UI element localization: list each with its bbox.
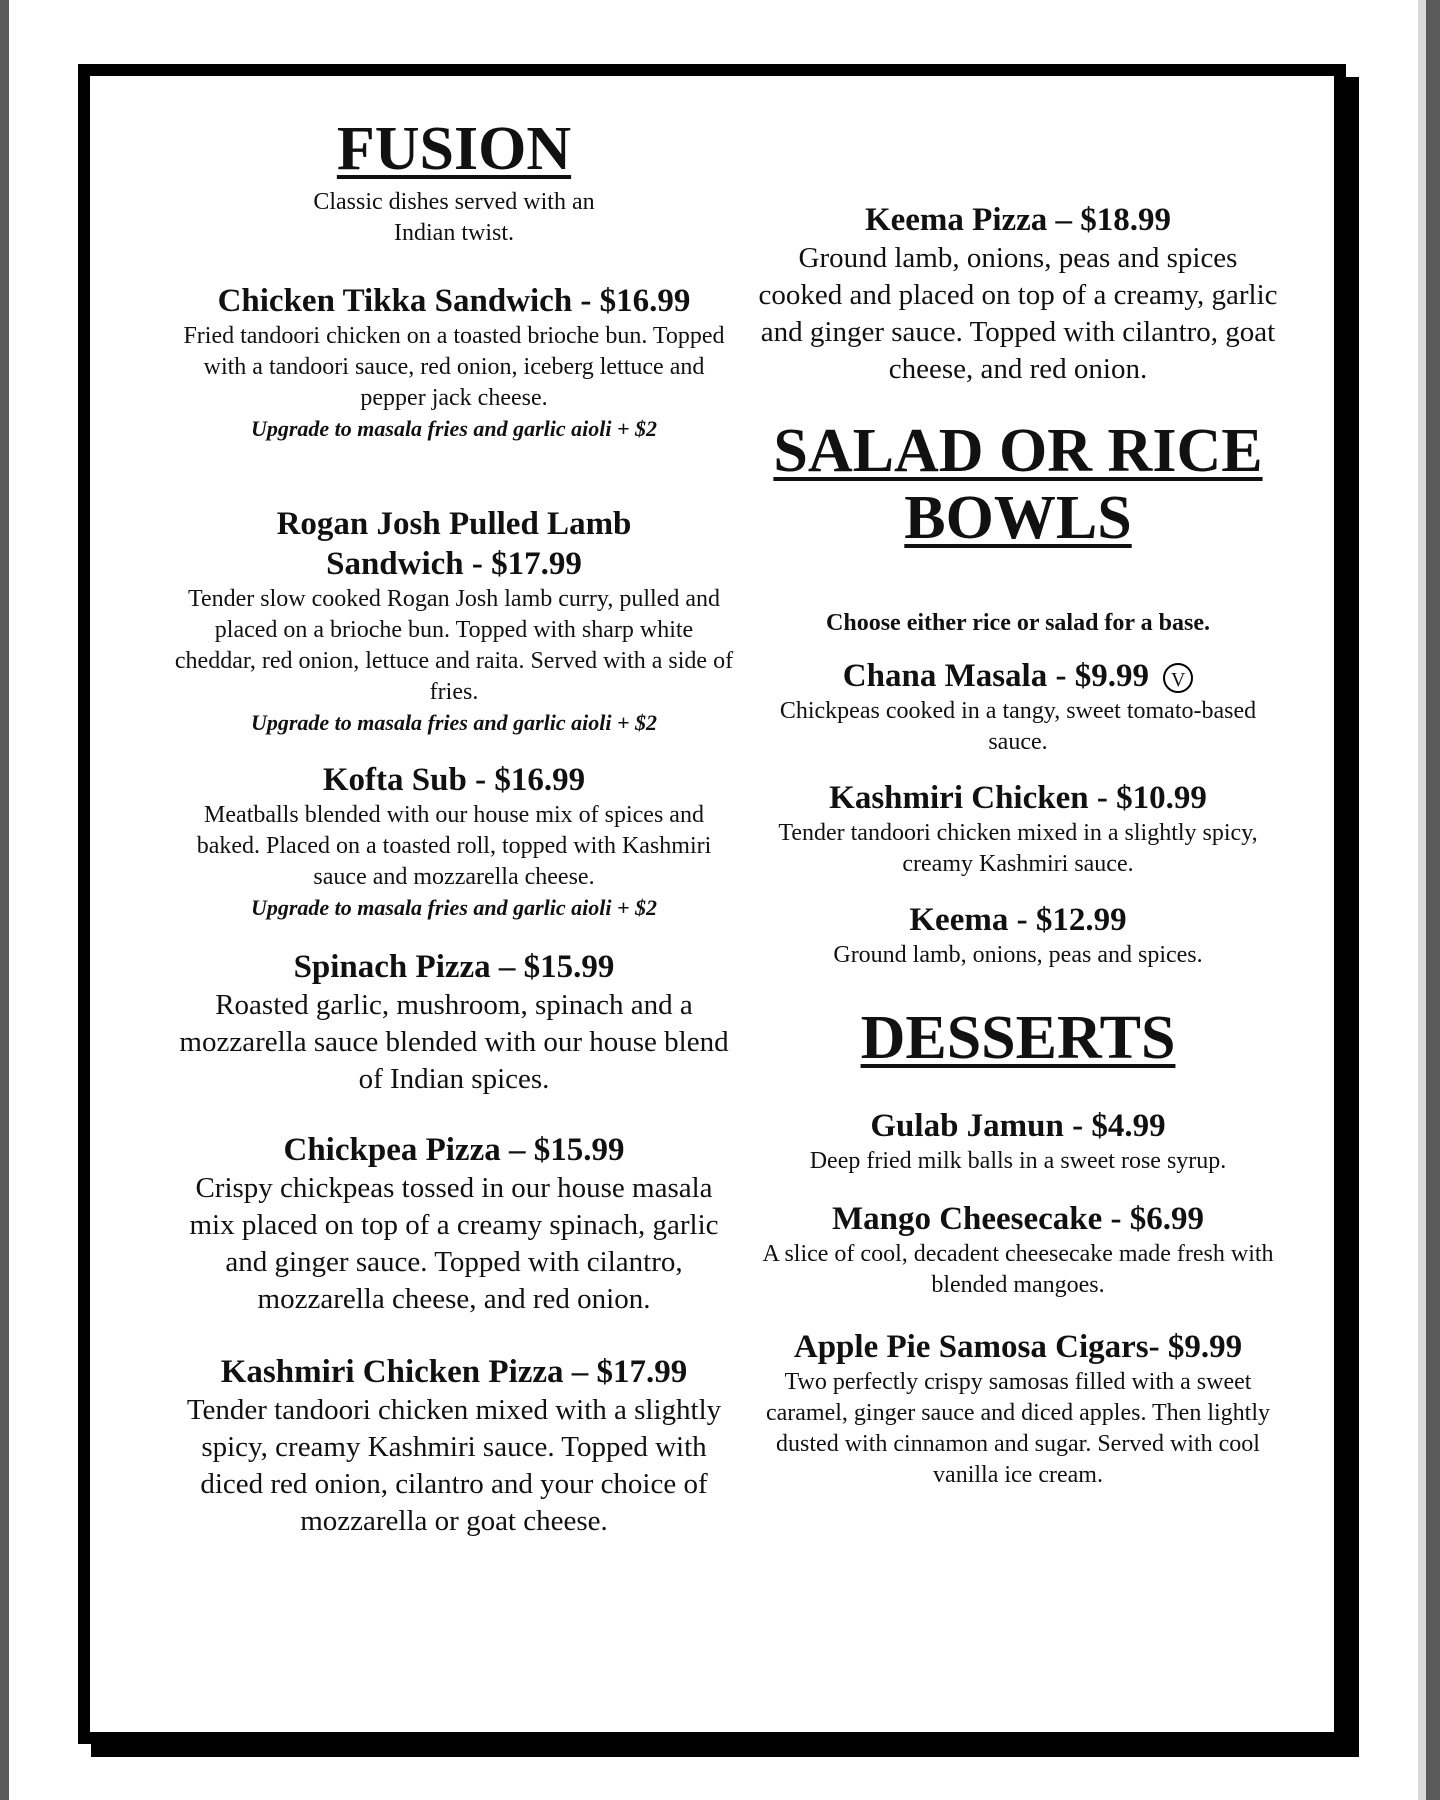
- item-description: Two perfectly crispy samosas filled with a sweet caramel, ginger sauce and diced apples. Then lightly dusted with cinnamon and sugar. Served with cool vanilla ice cream.: [765, 1368, 1271, 1488]
- menu-item-rogan-josh-sandwich: [174, 504, 734, 738]
- bowls-title-line1: SALAD OR RICE: [773, 417, 1263, 485]
- item-name: Spinach Pizza – $15.99: [293, 948, 615, 985]
- bowls-title: [758, 418, 1278, 552]
- fusion-tagline: Classic dishes served with an Indian twist.: [313, 188, 595, 246]
- bowls-base-note: Choose either rice or salad for a base.: [826, 609, 1210, 636]
- item-name: Keema - $12.99: [909, 901, 1127, 938]
- item-name: Kofta Sub - $16.99: [322, 761, 586, 798]
- item-description: Ground lamb, onions, peas and spices cooked and placed on top of a creamy, garlic and ginger sauce. Topped with cilantro, goat cheese, and red onion.: [758, 242, 1278, 385]
- item-description: A slice of cool, decadent cheesecake made fresh with blended mangoes.: [762, 1240, 1274, 1298]
- window-edge-right-inner: [1418, 0, 1426, 1800]
- item-name: Chickpea Pizza – $15.99: [283, 1131, 625, 1168]
- item-description: Chickpeas cooked in a tangy, sweet tomato-based sauce.: [779, 697, 1257, 755]
- item-description: Meatballs blended with our house mix of spices and baked. Placed on a toasted roll, topped with Kashmiri sauce and mozzarella cheese.: [196, 801, 712, 890]
- right-column: [758, 116, 1278, 1491]
- item-name: Kashmiri Chicken Pizza – $17.99: [220, 1353, 688, 1390]
- item-name: Chicken Tikka Sandwich - $16.99: [217, 282, 691, 319]
- item-name: Kashmiri Chicken - $10.99: [829, 779, 1207, 816]
- menu-item-keema: [758, 900, 1278, 971]
- menu-item-chickpea-pizza: [174, 1130, 734, 1318]
- item-name-row: [758, 656, 1278, 696]
- item-description: Roasted garlic, mushroom, spinach and a mozzarella sauce blended with our house blend of Indian spices.: [179, 988, 729, 1095]
- item-description: Tender tandoori chicken mixed with a slightly spicy, creamy Kashmiri sauce. Topped with diced red onion, cilantro and your choice of mozzarella or goat cheese.: [186, 1393, 722, 1537]
- menu-item-kofta-sub: [174, 760, 734, 923]
- desserts-title: DESSERTS: [860, 1003, 1176, 1072]
- item-upgrade-note: Upgrade to masala fries and garlic aioli + $2: [250, 415, 658, 441]
- window-edge-left: [0, 0, 9, 1800]
- item-name: Apple Pie Samosa Cigars- $9.99: [793, 1328, 1243, 1365]
- menu-item-kashmiri-chicken-pizza: [174, 1352, 734, 1540]
- menu-item-keema-pizza: [758, 200, 1278, 388]
- item-name: Mango Cheesecake - $6.99: [831, 1200, 1205, 1237]
- menu-item-spinach-pizza: [174, 947, 734, 1098]
- menu-item-apple-pie-samosa-cigars: [758, 1327, 1278, 1491]
- left-column: [174, 116, 734, 1540]
- item-upgrade-note: Upgrade to masala fries and garlic aioli + $2: [250, 709, 658, 735]
- menu-item-kashmiri-chicken: [758, 778, 1278, 880]
- menu-page-inner: [88, 74, 1336, 1734]
- item-description: Tender slow cooked Rogan Josh lamb curry, pulled and placed on a brioche bun. Topped with sharp white cheddar, red onion, lettuce and raita. Served with a side of fries.: [174, 585, 734, 705]
- item-upgrade-note: Upgrade to masala fries and garlic aioli + $2: [250, 894, 658, 920]
- item-description: Crispy chickpeas tossed in our house masala mix placed on top of a creamy spinach, garlic and ginger sauce. Topped with cilantro, mozzarella cheese, and red onion.: [189, 1171, 719, 1315]
- menu-item-gulab-jamun: [758, 1106, 1278, 1177]
- item-name: Chana Masala - $9.99: [842, 657, 1149, 694]
- item-description: Ground lamb, onions, peas and spices.: [833, 941, 1203, 968]
- menu-item-chicken-tikka-sandwich: [174, 281, 734, 444]
- fusion-title: FUSION: [336, 115, 572, 183]
- item-name: Rogan Josh Pulled Lamb Sandwich - $17.99: [276, 505, 632, 582]
- item-description: Deep fried milk balls in a sweet rose syrup.: [809, 1147, 1227, 1174]
- menu-item-chana-masala: [758, 656, 1278, 758]
- bowls-title-line2: BOWLS: [904, 483, 1132, 552]
- item-name: Gulab Jamun - $4.99: [870, 1107, 1166, 1144]
- menu-item-mango-cheesecake: [758, 1199, 1278, 1301]
- vegetarian-icon: V: [1163, 663, 1193, 693]
- item-name: Keema Pizza – $18.99: [864, 202, 1172, 238]
- window-edge-right: [1426, 0, 1440, 1800]
- item-description: Tender tandoori chicken mixed in a slightly spicy, creamy Kashmiri sauce.: [778, 819, 1258, 877]
- menu-page: [78, 64, 1346, 1744]
- item-description: Fried tandoori chicken on a toasted brioche bun. Topped with a tandoori sauce, red onion, iceberg lettuce and pepper jack cheese.: [183, 322, 725, 411]
